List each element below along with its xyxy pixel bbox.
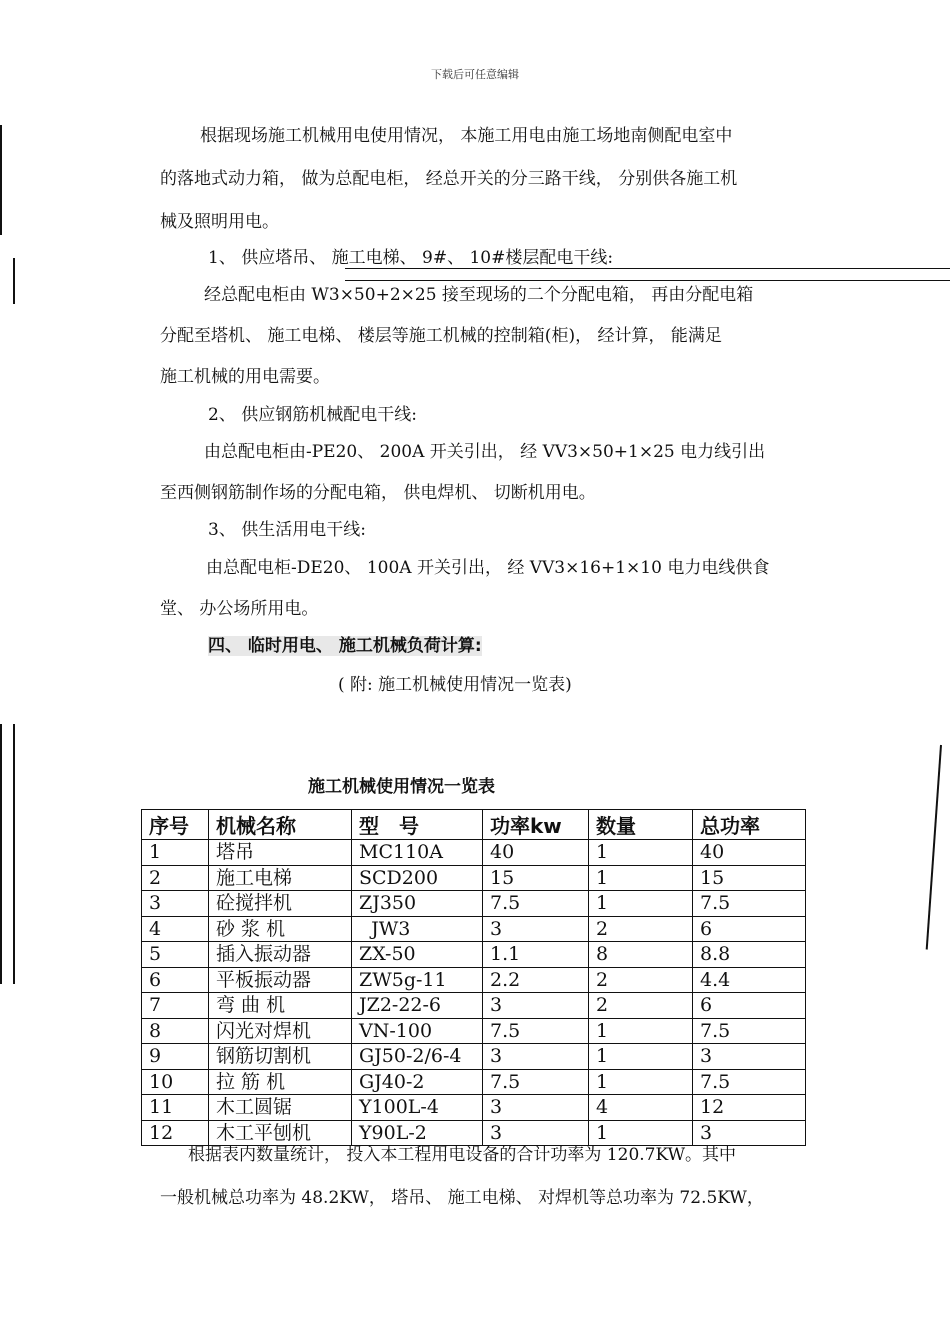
chapter-heading-text: 四、 临时用电、 施工机械负荷计算: bbox=[208, 636, 482, 656]
table-cell: 40 bbox=[483, 840, 589, 866]
page-header: 下载后可任意编辑 bbox=[431, 68, 519, 81]
table-cell: 3 bbox=[693, 1120, 806, 1146]
section-heading: 1、 供应塔吊、 施工电梯、 9#、 10#楼层配电干线: bbox=[208, 248, 614, 268]
table-cell: 12 bbox=[142, 1120, 209, 1146]
table-cell: 6 bbox=[142, 967, 209, 993]
table-cell: 钢筋切割机 bbox=[209, 1044, 352, 1070]
table-cell: 3 bbox=[142, 891, 209, 917]
table-cell: JW3 bbox=[352, 916, 483, 942]
col-header: 功率kw bbox=[483, 810, 589, 840]
table-cell: 1 bbox=[142, 840, 209, 866]
table-row bbox=[142, 1044, 806, 1070]
table-cell: ZJ350 bbox=[352, 891, 483, 917]
table-cell: 2 bbox=[589, 967, 693, 993]
paragraph-line: 至西侧钢筋制作场的分配电箱， 供电焊机、 切断机用电。 bbox=[160, 483, 596, 503]
chapter-heading bbox=[208, 634, 482, 658]
table-cell: GJ50-2/6-4 bbox=[352, 1044, 483, 1070]
table-cell: 8 bbox=[142, 1018, 209, 1044]
table-row bbox=[142, 1069, 806, 1095]
table-row bbox=[142, 942, 806, 968]
revision-bar bbox=[0, 125, 2, 235]
table-cell: 7.5 bbox=[483, 1069, 589, 1095]
table-cell: 1.1 bbox=[483, 942, 589, 968]
table-cell: 6 bbox=[693, 916, 806, 942]
table-cell: 3 bbox=[483, 993, 589, 1019]
underline bbox=[345, 268, 950, 269]
table-cell: 15 bbox=[483, 865, 589, 891]
table-cell: 7.5 bbox=[693, 1018, 806, 1044]
col-header: 总功率 bbox=[693, 810, 806, 840]
table-header-row bbox=[142, 810, 806, 840]
table-row bbox=[142, 916, 806, 942]
table-cell: 砼搅拌机 bbox=[209, 891, 352, 917]
table-row bbox=[142, 1120, 806, 1146]
col-header: 序号 bbox=[142, 810, 209, 840]
table-cell: 弯 曲 机 bbox=[209, 993, 352, 1019]
table-cell: 2 bbox=[589, 916, 693, 942]
table-cell: 3 bbox=[483, 1095, 589, 1121]
table-cell: 1 bbox=[589, 1120, 693, 1146]
table-cell: 闪光对焊机 bbox=[209, 1018, 352, 1044]
table-cell: 1 bbox=[589, 891, 693, 917]
table-cell: JZ2-22-6 bbox=[352, 993, 483, 1019]
col-header: 数量 bbox=[589, 810, 693, 840]
revision-bar bbox=[13, 724, 15, 984]
table-cell: Y100L-4 bbox=[352, 1095, 483, 1121]
table-cell: 6 bbox=[693, 993, 806, 1019]
table-cell: 4.4 bbox=[693, 967, 806, 993]
paragraph-line: 一般机械总功率为 48.2KW， 塔吊、 施工电梯、 对焊机等总功率为 72.5KW， bbox=[160, 1188, 764, 1208]
revision-bar bbox=[926, 745, 942, 950]
table-cell: 拉 筋 机 bbox=[209, 1069, 352, 1095]
table-cell: 1 bbox=[589, 840, 693, 866]
table-cell: Y90L-2 bbox=[352, 1120, 483, 1146]
table-cell: SCD200 bbox=[352, 865, 483, 891]
col-header: 型 号 bbox=[352, 810, 483, 840]
table-reference: ( 附: 施工机械使用情况一览表) bbox=[338, 675, 572, 695]
paragraph-line: 经总配电柜由 W3×50+2×25 接至现场的二个分配电箱， 再由分配电箱 bbox=[204, 285, 754, 305]
table-cell: ZW5g-11 bbox=[352, 967, 483, 993]
underline bbox=[345, 280, 950, 281]
col-header: 机械名称 bbox=[209, 810, 352, 840]
table-cell: 木工平刨机 bbox=[209, 1120, 352, 1146]
table-cell: GJ40-2 bbox=[352, 1069, 483, 1095]
table-cell: 1 bbox=[589, 1044, 693, 1070]
table-cell: 8 bbox=[589, 942, 693, 968]
table-cell: 2 bbox=[589, 993, 693, 1019]
table-row bbox=[142, 1095, 806, 1121]
table-cell: 3 bbox=[483, 1044, 589, 1070]
table-cell: 4 bbox=[589, 1095, 693, 1121]
paragraph-line: 堂、 办公场所用电。 bbox=[160, 599, 319, 619]
paragraph-line: 分配至塔机、 施工电梯、 楼层等施工机械的控制箱(柜)， 经计算， 能满足 bbox=[160, 326, 722, 346]
table-cell: 木工圆锯 bbox=[209, 1095, 352, 1121]
table-cell: 3 bbox=[483, 916, 589, 942]
table-row bbox=[142, 1018, 806, 1044]
table-cell: 10 bbox=[142, 1069, 209, 1095]
table-cell: 7.5 bbox=[483, 891, 589, 917]
table-cell: 9 bbox=[142, 1044, 209, 1070]
table-cell: 5 bbox=[142, 942, 209, 968]
table-body bbox=[142, 840, 806, 1146]
paragraph-line: 的落地式动力箱， 做为总配电柜， 经总开关的分三路干线， 分别供各施工机 bbox=[160, 169, 738, 189]
paragraph-line: 根据表内数量统计， 投入本工程用电设备的合计功率为 120.7KW。其中 bbox=[188, 1145, 737, 1165]
table-row bbox=[142, 865, 806, 891]
section-heading: 2、 供应钢筋机械配电干线: bbox=[208, 405, 417, 425]
section-heading: 3、 供生活用电干线: bbox=[208, 520, 366, 540]
table-cell: 1 bbox=[589, 1018, 693, 1044]
table-cell: VN-100 bbox=[352, 1018, 483, 1044]
table-cell: 11 bbox=[142, 1095, 209, 1121]
paragraph-line: 械及照明用电。 bbox=[160, 212, 279, 232]
table-cell: 1 bbox=[589, 865, 693, 891]
table-cell: 2.2 bbox=[483, 967, 589, 993]
paragraph-line: 施工机械的用电需要。 bbox=[160, 367, 330, 387]
table-cell: 2 bbox=[142, 865, 209, 891]
table-cell: 塔吊 bbox=[209, 840, 352, 866]
table-cell: 1 bbox=[589, 1069, 693, 1095]
table-cell: 7.5 bbox=[693, 1069, 806, 1095]
table-cell: 平板振动器 bbox=[209, 967, 352, 993]
paragraph-line: 由总配电柜由-PE20、 200A 开关引出， 经 VV3×50+1×25 电力线引出 bbox=[204, 442, 766, 462]
revision-bar bbox=[13, 258, 15, 304]
table-cell: 12 bbox=[693, 1095, 806, 1121]
table-cell: 40 bbox=[693, 840, 806, 866]
table-cell: 15 bbox=[693, 865, 806, 891]
table-row bbox=[142, 993, 806, 1019]
paragraph-line: 根据现场施工机械用电使用情况， 本施工用电由施工场地南侧配电室中 bbox=[200, 126, 733, 146]
table-row bbox=[142, 840, 806, 866]
table-cell: 7.5 bbox=[693, 891, 806, 917]
machinery-table bbox=[141, 809, 806, 1146]
table-row bbox=[142, 967, 806, 993]
table-cell: ZX-50 bbox=[352, 942, 483, 968]
revision-bar bbox=[0, 724, 2, 984]
table-title: 施工机械使用情况一览表 bbox=[308, 777, 495, 797]
table-cell: 3 bbox=[483, 1120, 589, 1146]
table-cell: 砂 浆 机 bbox=[209, 916, 352, 942]
table-cell: 8.8 bbox=[693, 942, 806, 968]
table-row bbox=[142, 891, 806, 917]
table-cell: 3 bbox=[693, 1044, 806, 1070]
table-cell: MC110A bbox=[352, 840, 483, 866]
table-cell: 4 bbox=[142, 916, 209, 942]
table-cell: 施工电梯 bbox=[209, 865, 352, 891]
paragraph-line: 由总配电柜-DE20、 100A 开关引出， 经 VV3×16+1×10 电力电线供食 bbox=[206, 558, 770, 578]
table-cell: 插入振动器 bbox=[209, 942, 352, 968]
table-cell: 7 bbox=[142, 993, 209, 1019]
table-cell: 7.5 bbox=[483, 1018, 589, 1044]
